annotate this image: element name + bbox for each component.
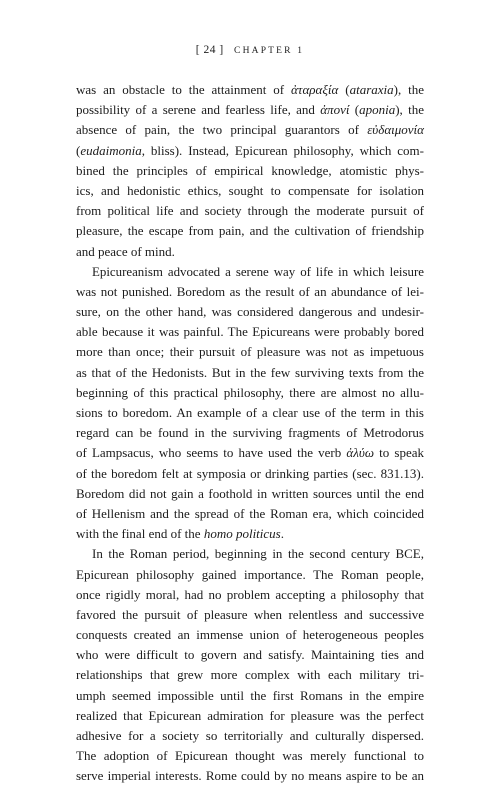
text-line: [76, 262, 424, 282]
text-line: [76, 645, 424, 665]
text-line: [76, 484, 424, 504]
italic-term: aponia: [359, 102, 396, 118]
text-run: conquests created an immense union of heterogeneous peoples: [76, 627, 424, 643]
text-run: with the final end of the: [76, 526, 204, 542]
text-run: pleasure, the escape from pain, and the cultivation of friendship: [76, 223, 424, 239]
text-line: [76, 464, 424, 484]
text-line: [76, 565, 424, 585]
text-run: umph seemed impossible until the first Romans in the empire: [76, 687, 424, 703]
text-run: ), the: [393, 82, 424, 97]
text-run: from political life and society through the moderate pursuit of: [76, 203, 424, 219]
text-run: once rigidly moral, had no problem accepting a philosophy that: [76, 586, 424, 602]
page-number: [ 24 ]: [195, 44, 224, 56]
text-run: absence of pain, the two principal guarantors of: [76, 122, 368, 138]
text-run: Epicureanism advocated a serene way of life in which leisure: [92, 264, 424, 279]
text-run: .: [280, 526, 284, 542]
text-run: In the Roman period, beginning in the second century BCE,: [92, 546, 424, 562]
text-line: [76, 120, 424, 140]
text-run: of Lampsacus, who seems to have used the verb: [76, 445, 347, 461]
text-run: to speak: [374, 445, 424, 461]
text-run: sure, on the other hand, was considered dangerous and undesir-: [76, 304, 424, 320]
text-line: [76, 504, 424, 524]
text-run: Boredom did not gain a foothold in written sources until the end: [76, 485, 424, 501]
text-line: [76, 141, 424, 161]
text-line: [76, 322, 424, 342]
text-run: was an obstacle to the attainment of: [76, 82, 291, 97]
text-line: [76, 423, 424, 443]
text-line: [76, 625, 424, 645]
italic-term: ataraxia: [349, 82, 394, 97]
text-run: who were difficult to govern and satisfy. Maintaining ties and: [76, 647, 424, 663]
text-run: , bliss). Instead, Epicurean philosophy, which com-: [141, 142, 424, 158]
text-run: sions to boredom. An example of a clear use of the term in this: [76, 405, 424, 420]
text-run: ), the: [395, 102, 424, 118]
paragraph: [76, 80, 424, 262]
text-run: bined the principles of empirical knowledge, atomistic phys-: [76, 162, 424, 178]
text-line: [76, 524, 424, 544]
greek-term: εὐδαιμονία: [367, 122, 424, 138]
text-run: (: [76, 142, 81, 158]
text-run: (: [338, 82, 350, 97]
text-run: able because it was painful. The Epicureans were probably bored: [76, 324, 424, 340]
text-line: [76, 100, 424, 120]
text-line: [76, 766, 424, 786]
text-run: as that of the Hedonists. But in the few surviving texts from the: [76, 364, 424, 380]
text-line: [76, 242, 424, 262]
text-line: [76, 585, 424, 605]
text-run: realized that Epicurean admiration for pleasure was the perfect: [76, 707, 424, 723]
italic-term: eudaimonia: [80, 142, 142, 158]
text-run: was not punished. Boredom as the result of an abundance of lei-: [76, 283, 424, 299]
text-run: serve imperial interests. Rome could by no means aspire to be an: [76, 768, 424, 784]
body-text: [76, 80, 424, 787]
text-line: [76, 605, 424, 625]
text-line: [76, 665, 424, 685]
text-run: The adoption of Epicurean thought was merely functional to: [76, 748, 424, 764]
text-run: regard can be found in the surviving fragments of Metrodorus: [76, 425, 424, 441]
text-line: [76, 544, 424, 564]
text-run: relationships that grew more complex with each military tri-: [76, 667, 424, 683]
text-line: [76, 686, 424, 706]
text-line: [76, 746, 424, 766]
text-line: [76, 403, 424, 423]
text-line: [76, 383, 424, 403]
paragraph: [76, 262, 424, 545]
text-run: favored the pursuit of pleasure when relentless and successive: [76, 606, 424, 622]
text-line: [76, 80, 424, 100]
text-run: Epicurean philosophy gained importance. The Roman people,: [76, 566, 424, 582]
text-run: (: [349, 102, 360, 118]
italic-term: homo politicus: [203, 526, 281, 542]
text-line: [76, 282, 424, 302]
text-run: adhesive for a society so territorially and culturally dispersed.: [76, 728, 424, 743]
text-line: [76, 443, 424, 463]
text-line: [76, 342, 424, 362]
text-line: [76, 706, 424, 726]
greek-term: ἀταραξία: [290, 82, 339, 97]
text-run: beginning of this practical philosophy, there are almost no allu-: [76, 384, 424, 400]
text-run: of the boredom felt at symposia or drinking parties (sec. 831.13).: [76, 465, 424, 481]
greek-term: ἀπονί: [320, 102, 350, 118]
running-head: [0, 44, 500, 56]
text-line: [76, 221, 424, 241]
text-run: and peace of mind.: [76, 243, 175, 259]
text-run: possibility of a serene and fearless life, and: [76, 102, 321, 118]
chapter-label: CHAPTER 1: [234, 46, 305, 56]
text-run: ics, and hedonistic ethics, sought to compensate for isolation: [76, 182, 424, 198]
text-line: [76, 181, 424, 201]
text-run: more than once; their pursuit of pleasure was not as impetuous: [76, 344, 424, 360]
text-line: [76, 302, 424, 322]
text-line: [76, 161, 424, 181]
text-run: of Hellenism and the spread of the Roman era, which coincided: [76, 505, 424, 521]
text-line: [76, 363, 424, 383]
text-line: [76, 726, 424, 746]
paragraph: [76, 544, 424, 786]
text-line: [76, 201, 424, 221]
greek-term: ἀλύω: [346, 445, 375, 461]
